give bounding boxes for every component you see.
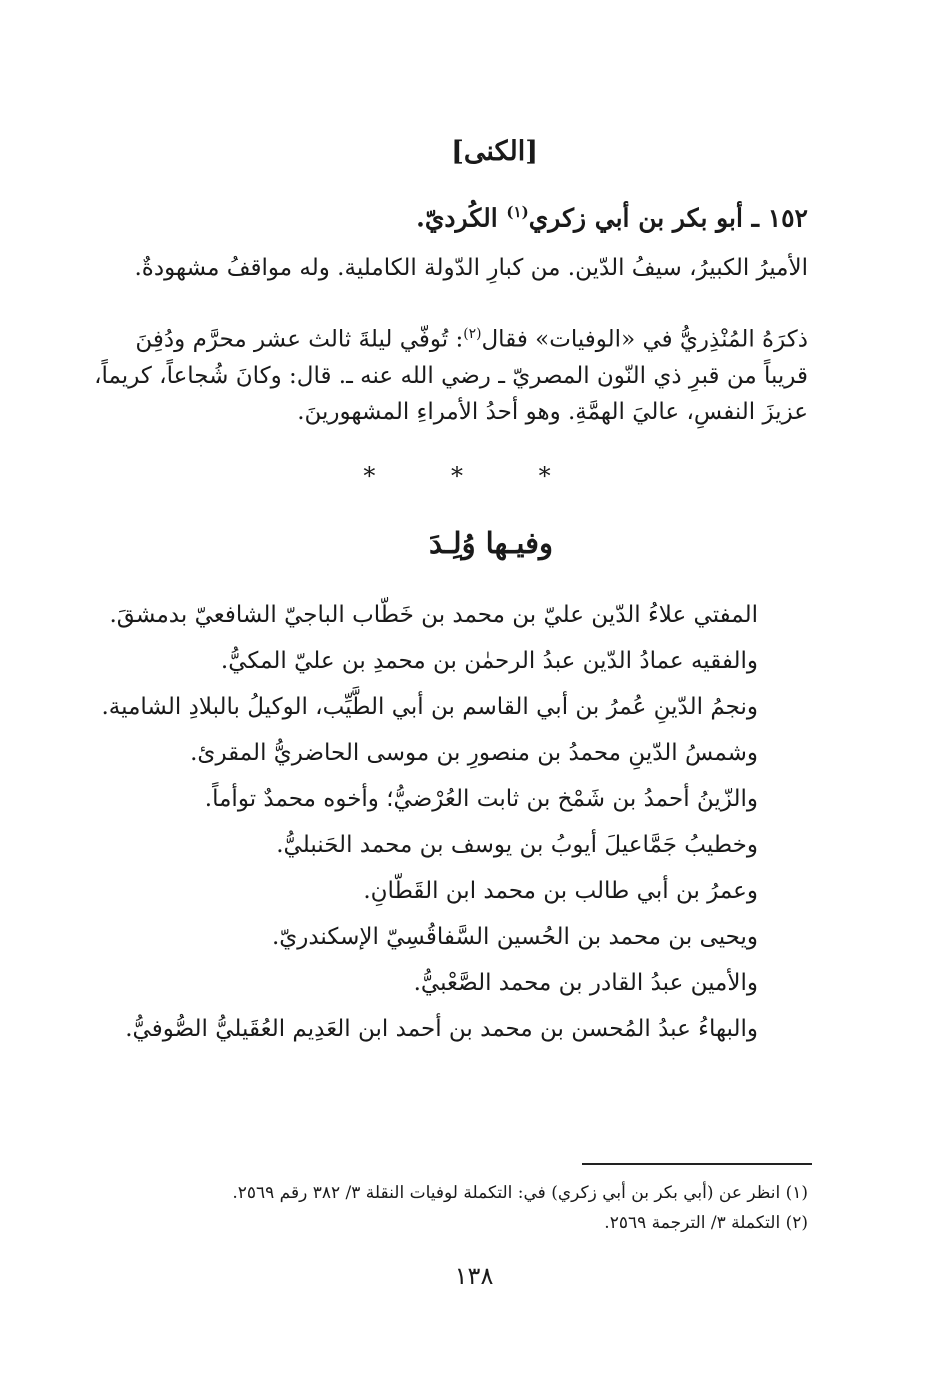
paragraph-line-1-start: ذكرَهُ المُنْذِريُّ في «الوفيات» فقال — [481, 326, 808, 353]
births-title: وفيـها وُلِـدَ — [429, 526, 553, 560]
section-separator: * * * — [363, 462, 585, 490]
entry-heading-text: ١٥٢ ـ أبو بكر بن أبي زكري — [528, 203, 808, 233]
entry-paragraph — [94, 316, 808, 430]
footnotes — [232, 1178, 808, 1238]
footnote-2: (٢) التكملة ٣/ الترجمة ٢٥٦٩. — [604, 1213, 808, 1233]
footnote-ref-2: (٢) — [463, 326, 482, 342]
birth-item: المفتي علاءُ الدّين عليّ بن محمد بن خَطّاب الباجيّ الشافعيّ بدمشقَ. — [109, 602, 758, 628]
paragraph-line-3: عزيزَ النفسِ، عاليَ الهمَّةِ. وهو أحدُ الأمراءِ المشهورينَ. — [297, 398, 808, 425]
birth-item: والأمين عبدُ القادر بن محمد الصَّعْبيُّ. — [413, 970, 758, 996]
paragraph-line-2: قريباً من قبرِ ذي النّون المصريّ ـ رضي الله عنه ـ. قال: وكانَ شُجاعاً، كريماً، — [94, 362, 808, 389]
section-title: [الكنى] — [451, 136, 538, 167]
birth-item: ويحيى بن محمد بن الحُسين السَّفاقُسِيّ الإسكندريّ. — [271, 924, 758, 950]
entry-heading — [416, 203, 808, 232]
entry-heading-suffix: الكُرديّ. — [416, 203, 507, 233]
birth-item: ونجمُ الدّينِ عُمرُ بن أبي القاسم بن أبي الطَّيِّب، الوكيلُ بالبلادِ الشامية. — [101, 694, 758, 720]
birth-item: وعمرُ بن أبي طالب بن محمد ابن القَطّانِ. — [363, 878, 758, 904]
footnote-divider — [582, 1163, 812, 1165]
page-number: ١٣٨ — [454, 1262, 494, 1290]
births-list — [102, 592, 759, 1052]
paragraph-line-1 — [94, 316, 808, 358]
footnote-1: (١) انظر عن (أبي بكر بن أبي زكري) في: التكملة لوفيات النقلة ٣/ ٣٨٢ رقم ٢٥٦٩. — [232, 1183, 808, 1203]
entry-description: الأميرُ الكبيرُ، سيفُ الدّين. من كبارِ الدّولة الكاملية. وله مواقفُ مشهودةٌ. — [134, 255, 808, 281]
birth-item: وخطيبُ جَمَّاعيلَ أيوبُ بن يوسف بن محمد الحَنبليُّ. — [276, 832, 758, 858]
birth-item: وشمسُ الدّينِ محمدُ بن منصورِ بن موسى الحاضريُّ المقرئ. — [190, 740, 758, 766]
birth-item: والبهاءُ عبدُ المُحسن بن محمد بن أحمد ابن العَدِيم العُقَيليُّ الصُّوفيُّ. — [125, 1016, 758, 1042]
birth-item: والزّينُ أحمدُ بن شَمْخ بن ثابت العُرْضيُّ؛ وأخوه محمدٌ توأماً. — [204, 786, 758, 812]
footnote-ref-1: (١) — [506, 203, 529, 221]
birth-item: والفقيه عمادُ الدّين عبدُ الرحمٰن بن محمدِ بن عليّ المكيُّ. — [220, 648, 758, 674]
paragraph-line-1-end: : تُوفّي ليلةَ ثالث عشر محرَّم ودُفِنَ — [135, 326, 464, 353]
